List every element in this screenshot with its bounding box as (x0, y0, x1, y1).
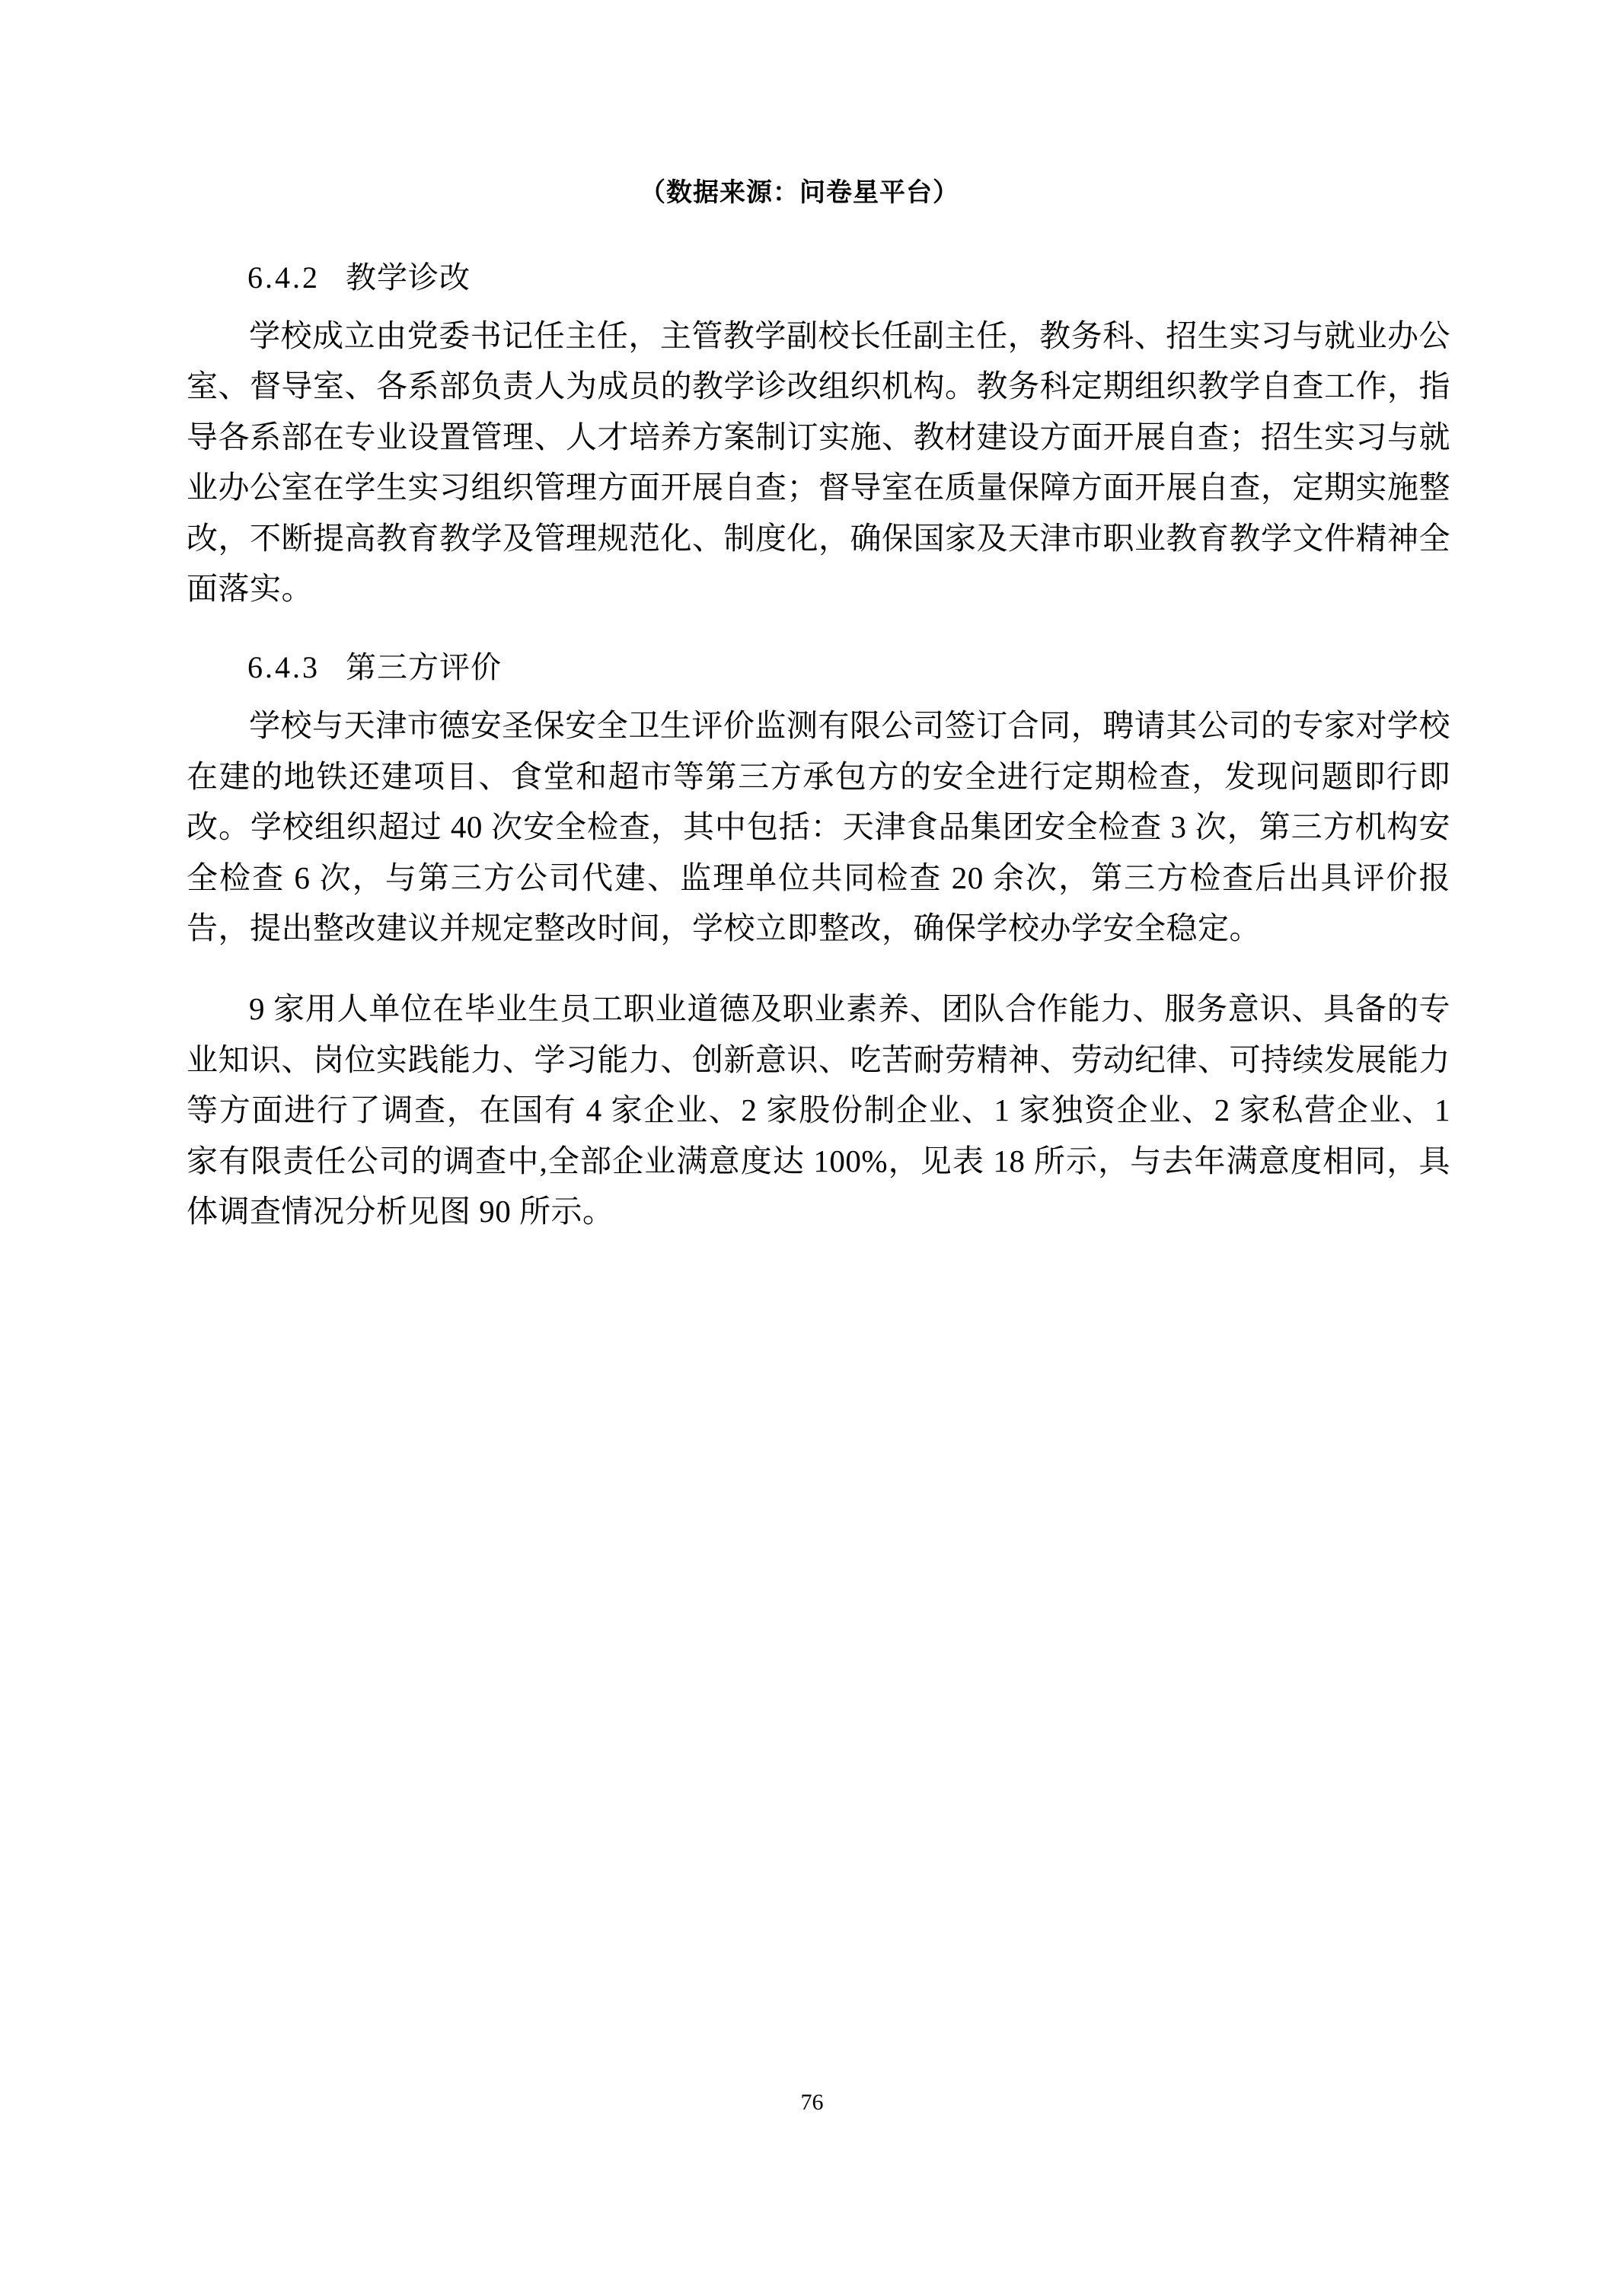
section-number: 6.4.2 (247, 260, 320, 295)
paragraph: 学校与天津市德安圣保安全卫生评价监测有限公司签订合同，聘请其公司的专家对学校在建的地铁还建项目、食堂和超市等第三方承包方的安全进行定期检查，发现问题即行即改。学校组织超过 40 次安全检查，其中包括：天津食品集团安全检查 3 次，第三方机构安全检查 6 次，与第三方公司代建、监理单位共同检查 20 余次，第三方检查后出具评价报告，提出整改建议并规定整改时间，学校立即整改，确保学校办学安全稳定。 (187, 708, 1450, 946)
paragraph: 9 家用人单位在毕业生员工职业道德及职业素养、团队合作能力、服务意识、具备的专业知识、岗位实践能力、学习能力、创新意识、吃苦耐劳精神、劳动纪律、可持续发展能力等方面进行了调查，在国有 4 家企业、2 家股份制企业、1 家独资企业、2 家私营企业、1 家有限责任公司的调查中,全部企业满意度达 100%，见表 18 所示，与去年满意度相同，具体调查情况分析见图 90 所示。 (187, 991, 1450, 1229)
page-number: 76 (800, 2090, 824, 2115)
section-heading-6-4-2 (187, 254, 1450, 301)
spacer (187, 964, 1450, 984)
spacer (187, 624, 1450, 644)
section-number: 6.4.3 (247, 650, 320, 685)
section-title: 教学诊改 (346, 260, 471, 295)
section-title: 第三方评价 (346, 650, 502, 685)
page-content (187, 171, 1450, 1245)
data-source-note: （数据来源：问卷星平台） (640, 179, 959, 207)
paragraph: 学校成立由党委书记任主任，主管教学副校长任副主任，教务科、招生实习与就业办公室、督导室、各系部负责人为成员的教学诊改组织机构。教务科定期组织教学自查工作，指导各系部在专业设置管理、人才培养方案制订实施、教材建设方面开展自查；招生实习与就业办公室在学生实习组织管理方面开展自查；督导室在质量保障方面开展自查，定期实施整改，不断提高教育教学及管理规范化、制度化，确保国家及天津市职业教育教学文件精神全面落实。 (187, 318, 1450, 607)
section-heading-6-4-3 (187, 644, 1450, 691)
